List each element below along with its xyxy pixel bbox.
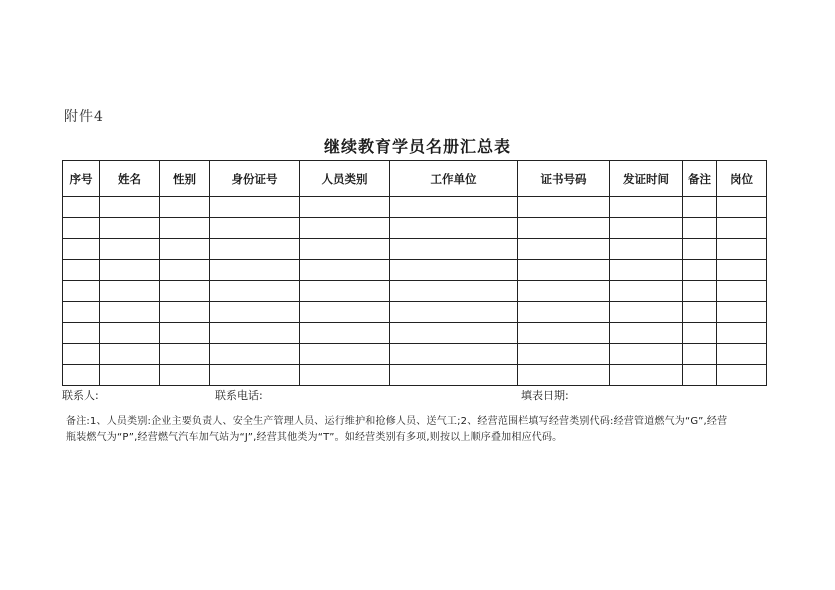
table-cell[interactable]: [210, 281, 300, 302]
table-cell[interactable]: [300, 365, 390, 386]
table-cell[interactable]: [300, 302, 390, 323]
header-name: 姓名: [100, 161, 160, 197]
table-cell[interactable]: [300, 197, 390, 218]
table-cell[interactable]: [610, 365, 683, 386]
table-cell[interactable]: [610, 239, 683, 260]
table-cell[interactable]: [610, 281, 683, 302]
table-cell[interactable]: [717, 260, 767, 281]
table-cell[interactable]: [683, 218, 717, 239]
header-gender: 性别: [160, 161, 210, 197]
header-work-unit: 工作单位: [390, 161, 518, 197]
header-personnel-category: 人员类别: [300, 161, 390, 197]
table-row: [63, 197, 767, 218]
header-id-number: 身份证号: [210, 161, 300, 197]
table-cell[interactable]: [63, 365, 100, 386]
table-cell[interactable]: [300, 239, 390, 260]
table-cell[interactable]: [100, 344, 160, 365]
table-cell[interactable]: [63, 323, 100, 344]
table-cell[interactable]: [100, 302, 160, 323]
table-cell[interactable]: [610, 344, 683, 365]
footnote: 备注:1、人员类别:企业主要负责人、安全生产管理人员、运行维护和抢修人员、送气工;2、经营范围栏填写经营类别代码:经营管道燃气为“G”,经营瓶装燃气为“P”,经营燃气汽车加气站为“J”,经营其他类为“T”。如经营类别有多项,则按以上顺序叠加相应代码。: [66, 416, 728, 443]
table-cell[interactable]: [160, 344, 210, 365]
table-row: [63, 344, 767, 365]
table-cell[interactable]: [518, 197, 610, 218]
table-cell[interactable]: [610, 218, 683, 239]
table-cell[interactable]: [717, 302, 767, 323]
table-row: [63, 260, 767, 281]
table-cell[interactable]: [717, 218, 767, 239]
table-cell[interactable]: [683, 197, 717, 218]
table-cell[interactable]: [717, 365, 767, 386]
table-cell[interactable]: [300, 344, 390, 365]
header-position: 岗位: [717, 161, 767, 197]
table-cell[interactable]: [683, 239, 717, 260]
contact-person-label: 联系人:: [62, 389, 99, 402]
roster-table: [62, 160, 767, 386]
fill-date-label: 填表日期:: [521, 389, 569, 402]
table-cell[interactable]: [390, 197, 518, 218]
table-cell[interactable]: [390, 344, 518, 365]
table-cell[interactable]: [210, 344, 300, 365]
table-cell[interactable]: [63, 260, 100, 281]
table-cell[interactable]: [160, 197, 210, 218]
table-cell[interactable]: [390, 281, 518, 302]
table-cell[interactable]: [390, 239, 518, 260]
table-cell[interactable]: [610, 260, 683, 281]
table-cell[interactable]: [390, 323, 518, 344]
table-cell[interactable]: [63, 218, 100, 239]
header-row: [63, 161, 767, 197]
table-cell[interactable]: [518, 323, 610, 344]
table-cell[interactable]: [160, 239, 210, 260]
table-cell[interactable]: [63, 239, 100, 260]
header-issue-date: 发证时间: [610, 161, 683, 197]
table-cell[interactable]: [300, 260, 390, 281]
contact-info: [62, 387, 766, 403]
page-title: 继续教育学员名册汇总表: [323, 137, 511, 156]
table-cell[interactable]: [683, 302, 717, 323]
table-cell[interactable]: [210, 239, 300, 260]
table-cell[interactable]: [100, 239, 160, 260]
table-cell[interactable]: [683, 344, 717, 365]
table-cell[interactable]: [100, 365, 160, 386]
table-cell[interactable]: [63, 197, 100, 218]
table-cell[interactable]: [683, 323, 717, 344]
table-cell[interactable]: [100, 218, 160, 239]
table-cell[interactable]: [610, 302, 683, 323]
table-cell[interactable]: [210, 302, 300, 323]
table-row: [63, 323, 767, 344]
table-cell[interactable]: [160, 365, 210, 386]
table-cell[interactable]: [390, 365, 518, 386]
table-cell[interactable]: [683, 365, 717, 386]
table-cell[interactable]: [63, 302, 100, 323]
attachment-label: 附件4: [64, 109, 104, 125]
table-cell[interactable]: [518, 260, 610, 281]
table-cell[interactable]: [210, 218, 300, 239]
table-cell[interactable]: [717, 197, 767, 218]
table-cell[interactable]: [390, 218, 518, 239]
table-row: [63, 365, 767, 386]
table-cell[interactable]: [100, 281, 160, 302]
table-row: [63, 302, 767, 323]
table-cell[interactable]: [610, 323, 683, 344]
table-cell[interactable]: [717, 323, 767, 344]
table-row: [63, 218, 767, 239]
table-row: [63, 281, 767, 302]
roster-body: [63, 197, 767, 386]
header-remarks: 备注: [683, 161, 717, 197]
table-cell[interactable]: [717, 281, 767, 302]
table-cell[interactable]: [518, 302, 610, 323]
table-cell[interactable]: [63, 281, 100, 302]
table-cell[interactable]: [100, 260, 160, 281]
table-cell[interactable]: [210, 365, 300, 386]
table-cell[interactable]: [160, 302, 210, 323]
table-cell[interactable]: [300, 281, 390, 302]
table-cell[interactable]: [717, 239, 767, 260]
table-cell[interactable]: [63, 344, 100, 365]
table-row: [63, 239, 767, 260]
table-cell[interactable]: [210, 197, 300, 218]
header-certificate-number: 证书号码: [518, 161, 610, 197]
table-cell[interactable]: [518, 218, 610, 239]
table-cell[interactable]: [717, 344, 767, 365]
header-serial-number: 序号: [63, 161, 100, 197]
table-cell[interactable]: [610, 197, 683, 218]
table-cell[interactable]: [390, 302, 518, 323]
table-cell[interactable]: [160, 218, 210, 239]
table-cell[interactable]: [683, 260, 717, 281]
table-cell[interactable]: [518, 365, 610, 386]
table-cell[interactable]: [518, 281, 610, 302]
table-cell[interactable]: [160, 281, 210, 302]
table-cell[interactable]: [210, 260, 300, 281]
table-cell[interactable]: [683, 281, 717, 302]
table-cell[interactable]: [518, 239, 610, 260]
contact-phone-label: 联系电话:: [215, 389, 263, 402]
table-cell[interactable]: [210, 323, 300, 344]
table-cell[interactable]: [100, 323, 160, 344]
table-cell[interactable]: [390, 260, 518, 281]
table-cell[interactable]: [160, 260, 210, 281]
table-cell[interactable]: [300, 323, 390, 344]
table-cell[interactable]: [300, 218, 390, 239]
table-cell[interactable]: [100, 197, 160, 218]
table-cell[interactable]: [160, 323, 210, 344]
table-cell[interactable]: [518, 344, 610, 365]
